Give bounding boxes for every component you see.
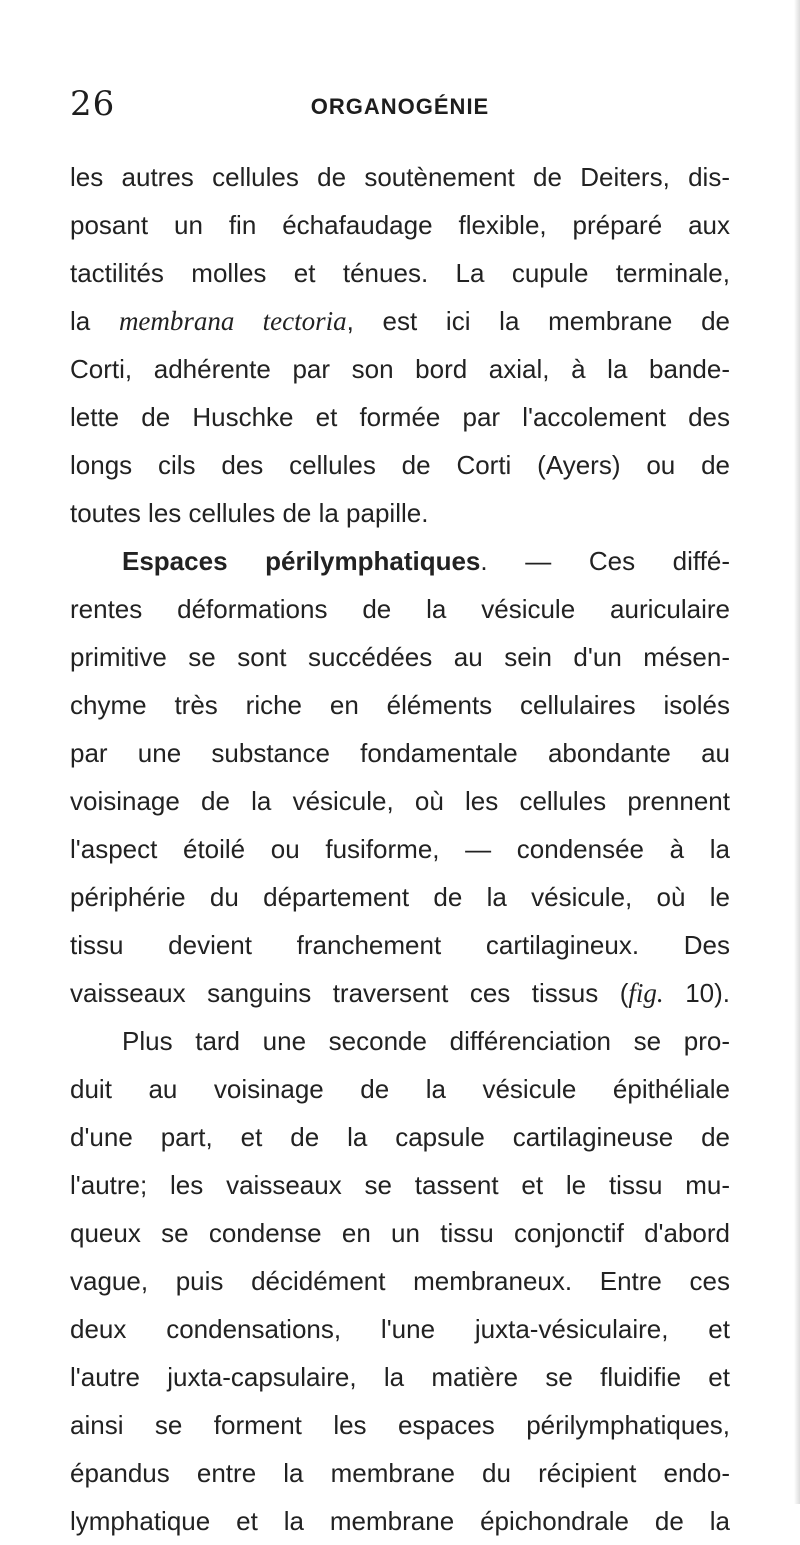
text-line: toutes les cellules de la papille. (70, 498, 429, 528)
text-line: d'une part, et de la capsule cartilagineuse de (70, 1122, 730, 1152)
section-heading: Espaces périlymphatiques (122, 546, 481, 576)
text-line: queux se condense en un tissu conjonctif d'abord (70, 1218, 730, 1248)
text-line: vaisseaux sanguins traversent ces tissus (fig. 10). (70, 978, 730, 1008)
text-line: ainsi se forment les espaces périlymphatiques, (70, 1410, 730, 1440)
text-line: longs cils des cellules de Corti (Ayers) ou de (70, 450, 730, 480)
text-line: tissu devient franchement cartilagineux. Des (70, 930, 730, 960)
text-line: primitive se sont succédées au sein d'un mésen- (70, 642, 730, 672)
running-title: ORGANOGÉNIE (310, 94, 490, 119)
page-header (70, 78, 730, 138)
page-edge-shadow (794, 0, 800, 1504)
text-line: l'aspect étoilé ou fusiforme, — condensée à la (70, 834, 730, 864)
text-line: lymphatique et la membrane épichondrale de la (70, 1506, 730, 1536)
text-line: tactilités molles et ténues. La cupule terminale, (70, 258, 730, 288)
text-line: l'autre juxta-capsulaire, la matière se fluidifie et (70, 1362, 730, 1392)
text-line: périphérie du département de la vésicule, où le (70, 882, 730, 912)
body-text (70, 153, 730, 1545)
page-number: 26 (70, 84, 116, 124)
text-line: vague, puis décidément membraneux. Entre ces (70, 1266, 730, 1296)
text-line: rentes déformations de la vésicule auriculaire (70, 594, 730, 624)
text-line: Corti, adhérente par son bord axial, à la bande- (70, 354, 730, 384)
figure-reference: fig. (628, 978, 664, 1008)
italic-term: membrana tectoria (118, 306, 347, 336)
text-line: lette de Huschke et formée par l'accolement des (70, 402, 730, 432)
text-line: chyme très riche en éléments cellulaires isolés (70, 690, 730, 720)
text-line: la membrana tectoria, est ici la membrane de (70, 306, 731, 336)
text-line: Plus tard une seconde différenciation se pro- (122, 1026, 730, 1056)
text-line: épandus entre la membrane du récipient endo- (70, 1458, 730, 1488)
text-line: l'autre; les vaisseaux se tassent et le tissu mu- (70, 1170, 730, 1200)
text-line: Espaces périlymphatiques. — Ces diffé- (122, 546, 730, 576)
text-line: deux condensations, l'une juxta-vésiculaire, et (70, 1314, 730, 1344)
text-line: duit au voisinage de la vésicule épithéliale (70, 1074, 730, 1104)
text-line: par une substance fondamentale abondante au (70, 738, 730, 768)
text-line: les autres cellules de soutènement de Deiters, dis- (70, 162, 730, 192)
text-line: voisinage de la vésicule, où les cellules prennent (70, 786, 730, 816)
text-line: posant un fin échafaudage flexible, préparé aux (70, 210, 730, 240)
